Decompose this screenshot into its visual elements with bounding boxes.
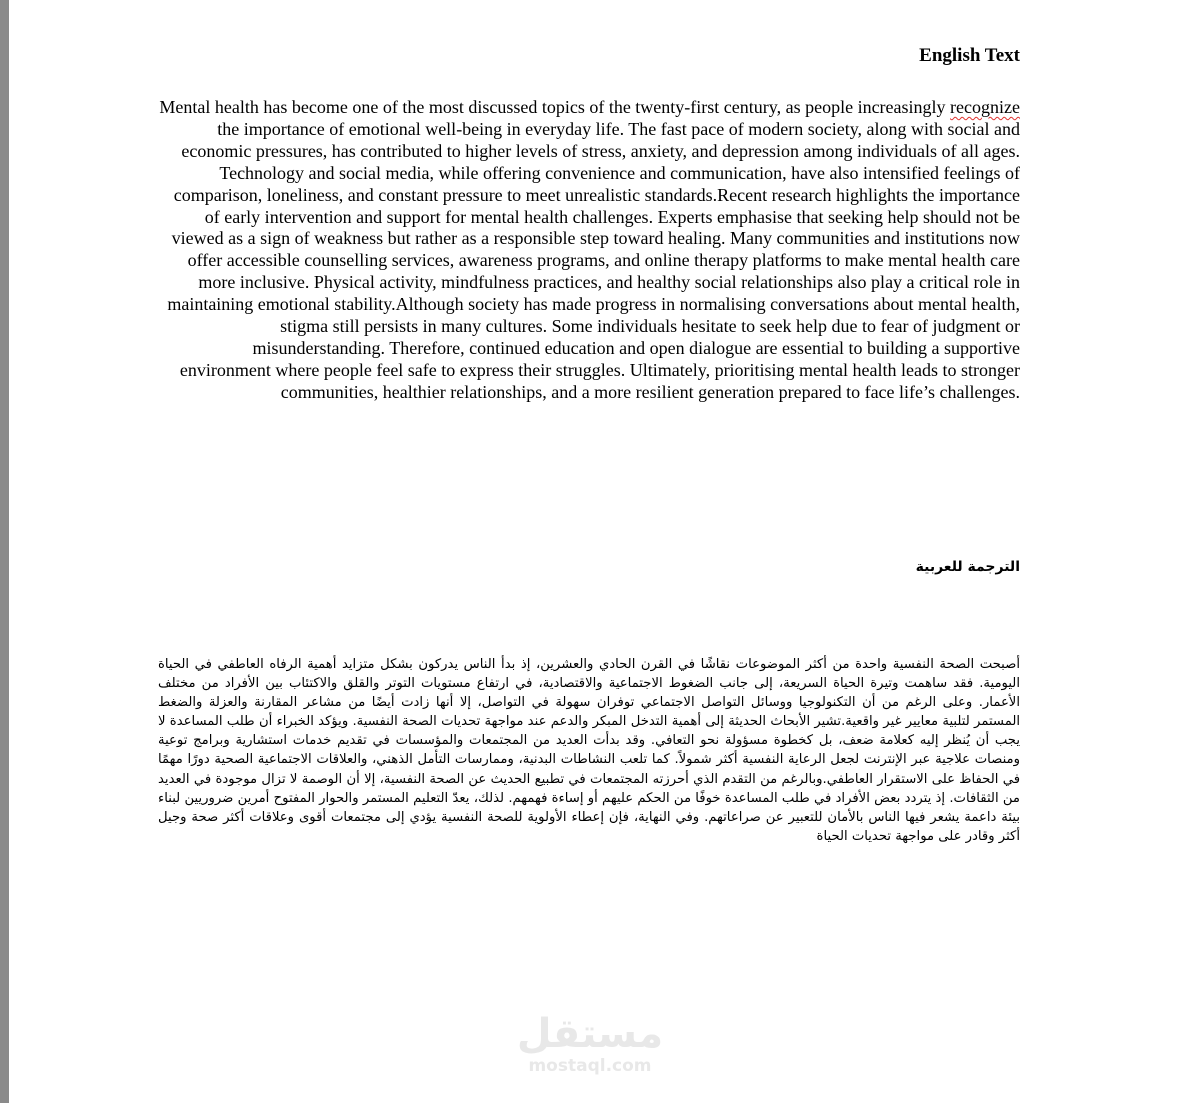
- spellcheck-flagged-word[interactable]: recognize: [950, 97, 1020, 117]
- arabic-heading: الترجمة للعربية: [915, 559, 1020, 575]
- mostaql-watermark-logo: [505, 1012, 675, 1076]
- english-text-part-2: the importance of emotional well-being in everyday life. The fast pace of modern society, along with social and economic pressures, has contributed to higher levels of stress, anxiety, and depression among individuals of all ages. Technology and social media, while offering convenience and communication, have also intensified feelings of comparison, loneliness, and constant pressure to meet unrealistic standards.Recent research highlights the importance of early intervention and support for mental health challenges. Experts emphasise that seeking help should not be viewed as a sign of weakness but rather as a responsible step toward healing. Many communities and institutions now offer accessible counselling services, awareness programs, and online therapy platforms to make mental health care more inclusive. Physical activity, mindfulness practices, and healthy social relationships also play a critical role in maintaining emotional stability.Although society has made progress in normalising conversations about mental health, stigma still persists in many cultures. Some individuals hesitate to seek help due to fear of judgment or misunderstanding. Therefore, continued education and open dialogue are essential to building a supportive environment where people feel safe to express their struggles. Ultimately, prioritising mental health leads to stronger communities, healthier relationships, and a more resilient generation prepared to face life’s challenges.: [167, 118, 1020, 402]
- arabic-paragraph: أصبحت الصحة النفسية واحدة من أكثر الموضوعات نقاشًا في القرن الحادي والعشرين، إذ بدأ الناس يدركون بشكل متزايد أهمية الرفاه العاطفي في الحياة اليومية. فقد ساهمت وتيرة الحياة السريعة، إلى جانب الضغوط الاجتماعية والاقتصادية، في ارتفاع مستويات التوتر والقلق والاكتئاب بين الأفراد من مختلف الأعمار. وعلى الرغم من أن التكنولوجيا ووسائل التواصل الاجتماعي توفران سهولة في التواصل، إلا أنها زادت أيضًا من مشاعر المقارنة والعزلة والضغط المستمر لتلبية معايير غير واقعية.تشير الأبحاث الحديثة إلى أهمية التدخل المبكر والدعم عند مواجهة تحديات الصحة النفسية. ويؤكد الخبراء أن طلب المساعدة لا يجب أن يُنظر إليه كعلامة ضعف، بل كخطوة مسؤولة نحو التعافي. وقد بدأت العديد من المجتمعات والمؤسسات في تقديم خدمات استشارية وبرامج توعية ومنصات علاجية عبر الإنترنت لجعل الرعاية النفسية أكثر شمولاً. كما تلعب النشاطات البدنية، وممارسات التأمل الذهني، والعلاقات الاجتماعية الصحية دورًا مهمًا في الحفاظ على الاستقرار العاطفي.وبالرغم من التقدم الذي أحرزته المجتمعات في تطبيع الحديث عن الصحة النفسية، إلا أن الوصمة لا تزال موجودة في العديد من الثقافات. إذ يتردد بعض الأفراد في طلب المساعدة خوفًا من الحكم عليهم أو إساءة فهمهم. لذلك، يعدّ التعليم المستمر والحوار المفتوح أمرين ضروريين لبناء بيئة داعمة يشعر فيها الناس بالأمان للتعبير عن صراعاتهم. وفي النهاية، فإن إعطاء الأولوية للصحة النفسية يؤدي إلى مجتمعات أقوى وعلاقات أكثر صحة وجيل أكثر وقادر على مواجهة تحديات الحياة: [158, 657, 1020, 844]
- watermark-arabic-text: مستقل: [516, 1011, 664, 1057]
- watermark-latin-text: mostaql.com: [528, 1056, 652, 1076]
- page-edge-bar: [0, 0, 9, 1103]
- english-text-part-1: Mental health has become one of the most discussed topics of the twenty-first century, as people increasingly: [159, 97, 951, 117]
- english-paragraph: [158, 97, 1020, 404]
- english-heading: English Text: [919, 45, 1020, 66]
